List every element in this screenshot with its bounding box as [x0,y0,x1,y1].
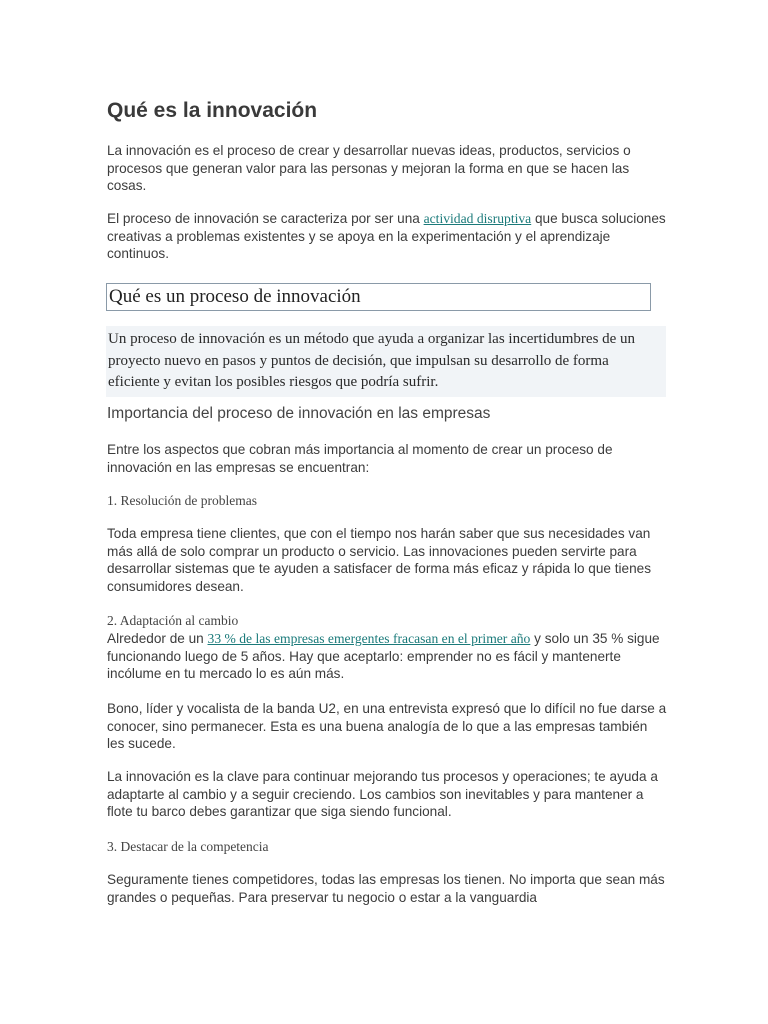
step2-paragraph [107,630,667,683]
step3-paragraph: Seguramente tienes competidores, todas las empresas los tienen. No importa que sean más grandes o pequeñas. Para preservar tu negocio o estar a la vanguardia [107,872,665,905]
bono-paragraph: Bono, líder y vocalista de la banda U2, en una entrevista expresó que lo difícil no fue darse a conocer, sino permanecer. Esta es una buena analogía de lo que a las empresas también les sucede. [107,701,667,751]
paragraph-text: El proceso de innovación se caracteriza por ser una [107,211,424,226]
process-definition-block: Un proceso de innovación es un método que ayuda a organizar las incertidumbres de un proyecto nuevo en pasos y puntos de decisión, que impulsan su desarrollo de forma eficiente y evitan los posibles riesgos que podría sufrir. [106,326,666,397]
importance-intro: Entre los aspectos que cobran más importancia al momento de crear un proceso de innovación en las empresas se encuentran: [107,442,613,475]
paragraph-text: y solo un 35 % sigue funcionando luego de 5 años. Hay que aceptarlo: emprender no es fácil y mantenerte incólume en tu mercado lo es aún más. [107,631,660,681]
innovation-key-paragraph: La innovación es la clave para continuar mejorando tus procesos y operaciones; te ayuda a adaptarte al cambio y a seguir creciendo. Los cambios son inevitables y para mantener a flote tu barco debes garantizar que siga siendo funcional. [107,769,658,819]
step-title-competition: 3. Destacar de la competencia [107,839,269,854]
paragraph-text: Alrededor de un [107,631,208,646]
importance-heading: Importancia del proceso de innovación en las empresas [107,405,491,422]
page-title: Qué es la innovación [107,99,318,122]
step1-paragraph: Toda empresa tiene clientes, que con el tiempo nos harán saber que sus necesidades van más allá de solo comprar un producto o servicio. Las innovaciones pueden servirte para desarrollar sistemas que te ayuden a satisfacer de forma más eficaz y rápida lo que tienes consumidores desean. [107,526,652,594]
process-heading-box: Qué es un proceso de innovación [106,283,651,311]
startups-fail-link[interactable]: 33 % de las empresas emergentes fracasan en el primer año [207,631,531,646]
step-title-adaptation: 2. Adaptación al cambio [107,613,239,628]
step-title-problem-solving: 1. Resolución de problemas [107,493,257,508]
intro-paragraph: La innovación es el proceso de crear y desarrollar nuevas ideas, productos, servicios o procesos que generan valor para las personas y mejoran la forma en que se hacen las cosas. [107,143,631,193]
paragraph-text: que busca soluciones creativas a problemas existentes y se apoya en la experimentación y el aprendizaje continuos. [107,211,666,261]
disruptive-activity-link[interactable]: actividad disruptiva [423,211,532,226]
disruptive-paragraph [107,210,667,263]
